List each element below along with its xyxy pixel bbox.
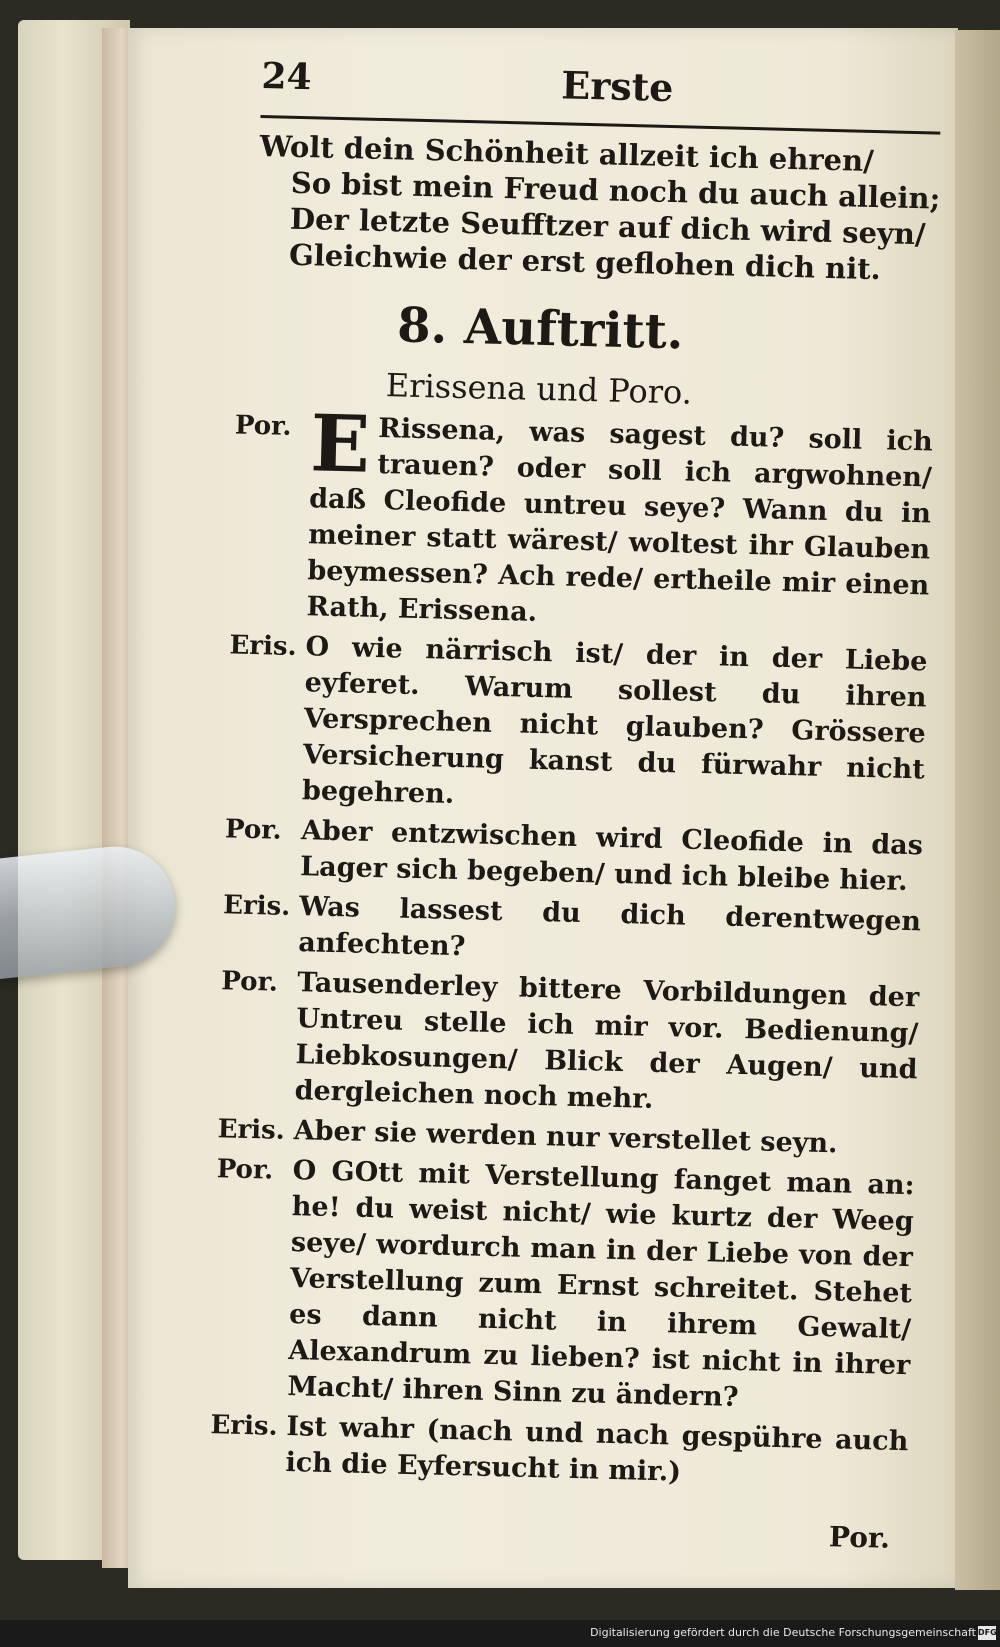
scene-title: 8. Auftritt. — [396, 297, 685, 361]
speech — [220, 964, 920, 1125]
speaker-label: Eris. — [217, 1114, 286, 1146]
speech-text: Aber sie werden nur verstellet seyn. — [293, 1115, 838, 1160]
speech-text: Tausenderley bittere Vorbildungen der Untreu stelle ich mir vor. Bedienung/ Liebkosungen/ Blick der Augen/ und dergleichen noch mehr. — [294, 967, 920, 1115]
speech-text: Was lassest du dich derentwegen anfechten? — [297, 891, 922, 963]
speech-text: Ist wahr (nach und nach gespühre auch ich die Eyfersucht in mir.) — [285, 1411, 909, 1488]
page-number: 24 — [260, 55, 313, 99]
poem-line: So bist mein Freud noch du auch allein; — [290, 165, 941, 216]
poem-line: Der letzte Seufftzer auf dich wird seyn/ — [289, 201, 926, 252]
speech — [234, 398, 934, 641]
speaker-label: Por. — [216, 1154, 274, 1186]
drop-cap: E — [309, 398, 372, 491]
catchword: Por. — [828, 1520, 891, 1555]
speaker-label: Eris. — [229, 630, 298, 663]
speech — [229, 628, 928, 825]
speech — [224, 812, 924, 901]
running-head-title: Erste — [560, 62, 674, 111]
scene-persons: Erissena und Poro. — [385, 366, 693, 412]
poem-block — [257, 128, 940, 289]
speech-body: Rissena, was sagest du? soll ich trauen? oder soll ich argwohnen/ daß Cleofide untreu seye? Wann du in meiner statt wärest/ woltest ihr Glauben beymessen? Ach rede/ ertheile mir einen Rath, Erissena. — [306, 412, 934, 628]
speaker-label: Por. — [234, 410, 292, 442]
speech-text — [306, 398, 934, 640]
speech-text: O GOtt mit Verstellung fanget man an: he! du weist nicht/ wie kurtz der Weeg seye/ wordurch man in der Liebe von der Verstellung zum Ernst schreitet. Stehet es dann nicht in ihrem Gewalt/ Alexandrum zu lieben? ist nicht in ihrer Macht/ ihren Sinn zu ändern? — [287, 1155, 915, 1414]
speaker-label: Por. — [224, 814, 282, 846]
funding-note: Digitalisierung gefördert durch die Deutsche Forschungsgemeinschaft — [590, 1626, 976, 1639]
speech — [210, 1408, 909, 1497]
poem-line: Wolt dein Schönheit allzeit ich ehren/ — [259, 128, 875, 178]
speech — [222, 888, 922, 977]
right-page-edge — [955, 30, 1000, 1590]
speaker-label: Por. — [220, 966, 279, 998]
page-content — [210, 55, 942, 1555]
speaker-label: Eris. — [222, 890, 291, 922]
speech-text: O wie närrisch ist/ der in der Liebe eyferet. Warum sollest du ihren Versprechen nicht glauben? Grössere Versicherung kanst du fürwahr nicht begehren. — [301, 631, 928, 810]
dfg-logo: DFG — [978, 1626, 996, 1640]
speech — [216, 1152, 915, 1421]
speech-text: Aber entzwischen wird Cleofide in das Lager sich begeben/ und ich bleibe hier. — [299, 815, 924, 898]
poem-line: Gleichwie der erst geflohen dich nit. — [288, 237, 882, 287]
speaker-label: Eris. — [210, 1410, 278, 1442]
